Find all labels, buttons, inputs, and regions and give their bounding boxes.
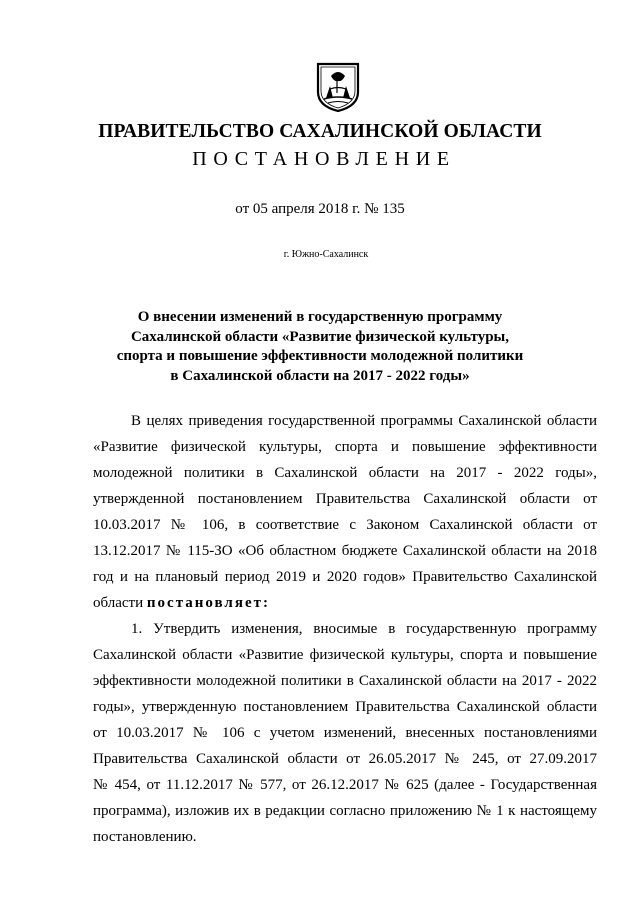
coat-of-arms-icon	[316, 62, 360, 112]
title-line: спорта и повышение эффективности молодежной политики	[116, 348, 524, 364]
body-line: эффективности молодежной политики в Сахалинской области на 2017 - 2022	[93, 673, 597, 689]
body-line: программа), изложив их в редакции согласно приложению № 1 к настоящему	[93, 803, 597, 819]
body-line	[93, 590, 597, 616]
body-line: В целях приведения государственной программы Сахалинской области	[131, 413, 597, 429]
body-line: Правительства Сахалинской области от 26.05.2017 № 245, от 27.09.2017	[93, 751, 597, 767]
body-line: «Развитие физической культуры, спорта и повышение эффективности	[93, 439, 597, 455]
title-line: Сахалинской области «Развитие физической культуры,	[130, 328, 510, 345]
body-line: год и на плановый период 2019 и 2020 годов» Правительство Сахалинской	[93, 569, 597, 585]
title-line: О внесении изменений в государственную программу	[137, 309, 503, 325]
resolves-word: постановляет:	[146, 595, 270, 611]
organization-name: ПРАВИТЕЛЬСТВО САХАЛИНСКОЙ ОБЛАСТИ	[98, 121, 542, 142]
body-text: области	[93, 595, 144, 611]
body-line: годы», утвержденную постановлением Правительства Сахалинской области	[93, 699, 597, 715]
title-line: в Сахалинской области на 2017 - 2022 годы»	[170, 367, 470, 384]
body-line: 1. Утвердить изменения, вносимые в государственную программу	[131, 621, 597, 637]
document-title	[0, 308, 640, 386]
document-body	[93, 408, 597, 850]
body-line: утвержденной постановлением Правительства Сахалинской области от	[93, 491, 597, 507]
body-line: молодежной политики в Сахалинской области на 2017 - 2022 годы»,	[93, 465, 597, 481]
body-line: 13.12.2017 № 115-ЗО «Об областном бюджете Сахалинской области на 2018	[93, 543, 597, 559]
document-date-number: от 05 апреля 2018 г. № 135	[235, 201, 405, 217]
body-line: постановлению.	[93, 829, 197, 845]
body-line: от 10.03.2017 № 106 с учетом изменений, внесенных постановлениями	[93, 725, 597, 741]
document-type: ПОСТАНОВЛЕНИЕ	[192, 148, 456, 170]
body-line: № 454, от 11.12.2017 № 577, от 26.12.2017 № 625 (далее - Государственная	[93, 777, 597, 793]
body-line: Сахалинской области «Развитие физической культуры, спорта и повышение	[93, 647, 597, 663]
body-line: 10.03.2017 № 106, в соответствие с Законом Сахалинской области от	[93, 517, 597, 533]
city-name: г. Южно-Сахалинск	[283, 249, 369, 260]
